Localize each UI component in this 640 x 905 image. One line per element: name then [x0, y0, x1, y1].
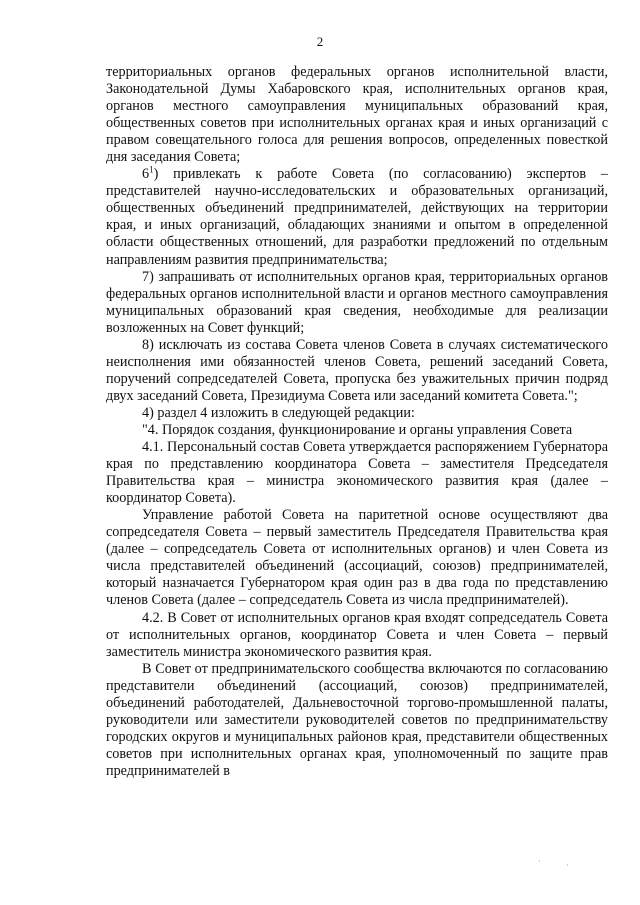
item-number: 6 — [142, 166, 150, 183]
paragraph-4: 8) исключать из состава Совета членов Совета в случаях систематического неисполнения ими обязанностей членов Совета, решений заседаний Совета, поручений сопредседателей Совета, пропуска без уважительных причин подряд двух заседаний Совета, Президиума Совета или заседаний комитета Совета."; — [106, 336, 608, 404]
paragraph-7: 4.1. Персональный состав Совета утверждается распоряжением Губернатора края по представлению координатора Совета – заместителя Председателя Правительства края – министра экономического развития края (далее – координатор Совета). — [106, 439, 608, 507]
item-text: ) привлекать к работе Совета (по согласованию) экспертов – представителей научно-исследовательских и образовательных организаций, общественных объединений предпринимателей, действующих на территории края, и иных организаций, обладающих знаниями и опытом в определенной области общественных отношений, для разработки предложений по отдельным направлениям развития предпринимательства; — [106, 166, 608, 268]
paragraph-1: территориальных органов федеральных органов исполнительной власти, Законодательной Думы Хабаровского края, исполнительных органов края, органов местного самоуправления муниципальных образований края, общественных советов при исполнительных органах края и иных организаций с правом совещательного голоса для решения вопросов, определенных повесткой дня заседания Совета; — [106, 64, 608, 166]
paragraph-8: Управление работой Совета на паритетной основе осуществляют два сопредседателя Совета – первый заместитель Председателя Правительства края (далее – сопредседатель Совета от исполнительных органов) и член Совета из числа представителей объединений (ассоциаций, союзов) предпринимателей, который назначается Губернатором края один раз в два года по представлению членов Совета (далее – сопредседатель Совета из числа предпринимателей). — [106, 507, 608, 609]
scan-speck: · — [566, 861, 569, 870]
scan-speck: · — [538, 857, 541, 866]
document-body — [106, 64, 608, 780]
item-superscript: 1 — [149, 164, 154, 175]
paragraph-2 — [106, 166, 608, 268]
paragraph-3: 7) запрашивать от исполнительных органов края, территориальных органов федеральных органов исполнительной власти и органов местного самоуправления муниципальных образований края сведения, необходимые для реализации возложенных на Совет функций; — [106, 268, 608, 336]
page-number: 2 — [316, 34, 324, 49]
section-heading: "4. Порядок создания, функционирование и органы управления Совета — [142, 421, 573, 438]
paragraph-10: В Совет от предпринимательского сообщества включаются по согласованию представители объединений (ассоциаций, союзов) предпринимателей, объединений работодателей, Дальневосточной торгово-промышленной палаты, руководители или заместители руководителей советов по предпринимательству городских округов и муниципальных районов края, представители общественных советов при исполнительных органах края, уполномоченный по защите прав предпринимателей в — [106, 660, 608, 779]
paragraph-9: 4.2. В Совет от исполнительных органов края входят сопредседатель Совета от исполнительных органов, координатор Совета и член Совета – первый заместитель министра экономического развития края. — [106, 609, 608, 660]
paragraph-5: 4) раздел 4 изложить в следующей редакции: — [142, 404, 415, 421]
